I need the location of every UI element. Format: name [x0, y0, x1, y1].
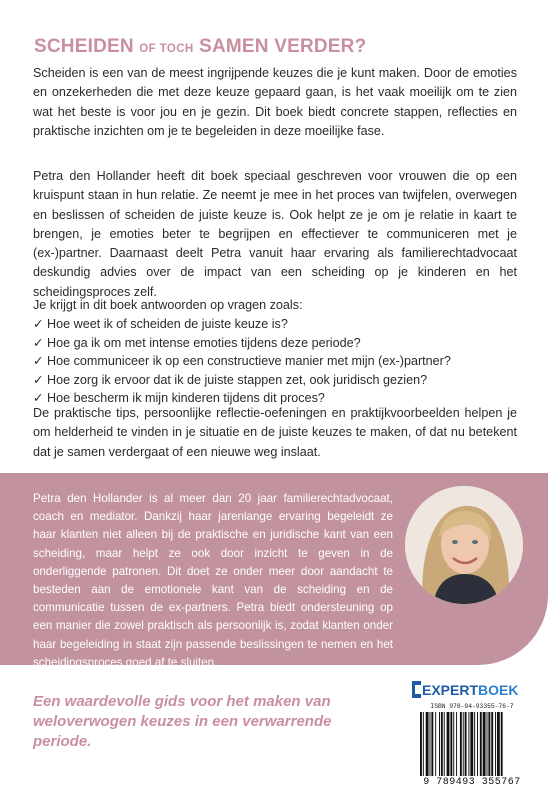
intro-paragraph: Scheiden is een van de meest ingrijpende keuzes die je kunt maken. Door de emoties en onzekerheden die met deze keuze gepaard gaan, is het vaak moeilijk om te zien wat het beste is voor jou en je gezin. Dit boek biedt concrete stappen, reflecties en praktische inzichten om je te begeleiden in deze moeilijke fase. [33, 66, 517, 138]
check-icon: ✓ [33, 372, 44, 387]
check-icon: ✓ [33, 335, 44, 350]
publisher-mark-icon [412, 681, 421, 698]
list-item: ✓ Hoe weet ik of scheiden de juiste keuze is? [33, 315, 451, 334]
list-item: ✓ Hoe ga ik om met intense emoties tijdens deze periode? [33, 334, 451, 353]
author-bio: Petra den Hollander is al meer dan 20 jaar familierechtadvocaat, coach en mediator. Dankzij haar jarenlange ervaring begeleidt ze haar klanten niet alleen bij de praktische en juridische kant van een scheiding, maar helpt ze ook door inzicht te geven in de onderliggende patronen. Dit doet ze onder meer door aandacht te besteden aan de emotionele kant van de scheiding en de communicatie tussen de ex-partners. Petra biedt ondersteuning op een manier die zowel praktisch als persoonlijk is, zodat klanten onder haar begeleiding in staat zijn passende beslissingen te nemen en het scheidingsproces goed af te sluiten. [33, 492, 393, 669]
check-icon: ✓ [33, 391, 44, 405]
tagline: Een waardevolle gids voor het maken van weloverwogen keuzes in een verwarrende periode. [33, 693, 332, 750]
check-icon: ✓ [33, 317, 44, 331]
author-portrait-icon [405, 486, 523, 604]
questions-list [33, 315, 451, 408]
isbn-number: 9 789493 355767 [423, 777, 521, 788]
author-paragraph: Petra den Hollander heeft dit boek speciaal geschreven voor vrouwen die op een kruispunt staan in hun relatie. Ze neemt je mee in het proces van twijfelen, overwegen en beslissen of scheiden de juiste keuze is. Ook helpt ze je om je relatie in kaart te brengen, je emoties beter te begrijpen en effectiever te communiceren met je (ex-)partner. Daarnaast deelt Petra vanuit haar ervaring als familierechtadvocaat deskundig advies over de impact van een scheiding op je kinderen en het scheidingsproces zelf. [33, 169, 517, 299]
questions-intro: Je krijgt in dit boek antwoorden op vragen zoals: [33, 298, 303, 312]
list-item: ✓ Hoe communiceer ik op een constructieve manier met mijn (ex-)partner? [33, 352, 451, 371]
list-item: ✓ Hoe bescherm ik mijn kinderen tijdens dit proces? [33, 389, 451, 408]
back-cover-heading [34, 36, 524, 58]
isbn-label: ISBN 978-94-93355-76-7 [430, 703, 514, 710]
publisher-logo: EXPERT BOEK [412, 681, 518, 698]
heading-part-2: OF TOCH [139, 43, 194, 55]
heading-part-1: SCHEIDEN [34, 36, 134, 57]
heading-part-3: SAMEN VERDER? [199, 36, 367, 57]
check-icon: ✓ [33, 354, 44, 368]
barcode-icon [420, 712, 524, 776]
closing-paragraph: De praktische tips, persoonlijke reflectie-oefeningen en praktijkvoorbeelden helpen je om helderheid te vinden in je situatie en de juiste keuzes te maken, of dat nu betekent dat je samen verdergaat of een nieuwe weg inslaat. [33, 406, 517, 459]
list-item: ✓ Hoe zorg ik ervoor dat ik de juiste stappen zet, ook juridisch gezien? [33, 371, 451, 390]
author-photo [405, 486, 523, 604]
